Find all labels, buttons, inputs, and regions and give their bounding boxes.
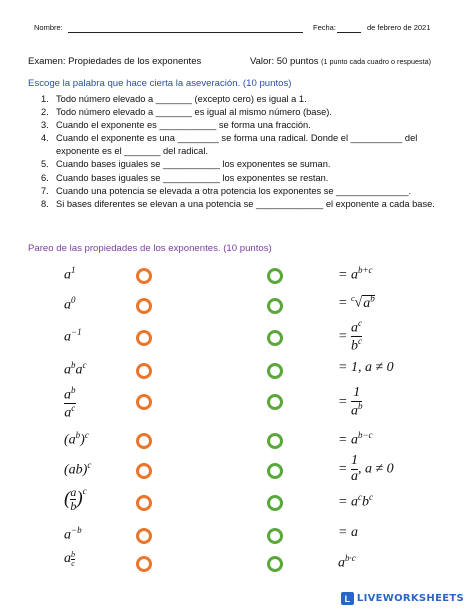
green-connector[interactable] bbox=[267, 298, 283, 314]
exam-title: Examen: Propiedades de los exponentes bbox=[28, 56, 202, 67]
green-connector[interactable] bbox=[267, 495, 283, 511]
expr-one-over-ab: = $\frac{1}{a^b}$ bbox=[338, 385, 363, 419]
expr-a-b-minus-c: = $a^{b-c}$ bbox=[338, 430, 373, 448]
expr-frac-ac-bc: = $\frac{a^c}{b^c}$ bbox=[338, 318, 362, 354]
expr-a-power-b-over-c: a $\frac{b}{c}$ bbox=[64, 550, 75, 569]
nombre-field[interactable] bbox=[68, 32, 303, 33]
question-text: Cuando el exponente es una ________ se forma una radical. Donde el __________ del exponente es el _______ del radical. bbox=[56, 133, 418, 157]
expr-a-power-bc: $a^{b\cdot c}$ bbox=[338, 553, 356, 571]
question-item bbox=[28, 106, 448, 119]
section1-title: Escoge la palabra que hace cierta la aseveración. (10 puntos) bbox=[28, 78, 292, 89]
question-text: Cuando bases iguales se ___________ los exponentes se suman. bbox=[56, 159, 331, 170]
question-item bbox=[28, 132, 448, 158]
liveworksheets-logo-icon: L bbox=[341, 592, 354, 605]
question-number: 8. bbox=[41, 198, 49, 209]
question-text: Todo número elevado a _______ (excepto cero) es igual a 1. bbox=[56, 94, 307, 104]
orange-connector[interactable] bbox=[136, 495, 152, 511]
expr-a-power-1: $a^1$ bbox=[64, 265, 76, 283]
expr-product-ab-power-c: (ab)$^c$ bbox=[64, 460, 92, 478]
question-text: Cuando el exponente es ___________ se forma una fracción. bbox=[56, 120, 311, 131]
footer-brand bbox=[341, 592, 464, 605]
nombre-label: Nombre: bbox=[34, 23, 63, 32]
orange-connector[interactable] bbox=[136, 363, 152, 379]
question-text: Si bases diferentes se elevan a una potencia se _____________ el exponente a cada base. bbox=[56, 198, 435, 209]
fecha-field[interactable] bbox=[337, 32, 361, 33]
section2-title: Pareo de las propiedades de los exponentes. (10 puntos) bbox=[28, 243, 272, 254]
expr-one-over-a: = $\frac{1}{a}$ , a ≠ 0 bbox=[338, 453, 394, 484]
exam-valor bbox=[250, 56, 431, 67]
expr-quotient-power-c: ( $\frac{a}{b}$ )$^c$ bbox=[64, 485, 87, 513]
green-connector[interactable] bbox=[267, 528, 283, 544]
question-item bbox=[28, 158, 448, 171]
expr-one-a-not-zero: = 1, a ≠ 0 bbox=[338, 360, 394, 375]
expr-frac-ab-ac: $\frac{a^b}{a^c}$ bbox=[64, 385, 76, 421]
questions-list bbox=[28, 93, 448, 211]
orange-connector[interactable] bbox=[136, 463, 152, 479]
question-text: Cuando bases iguales se ___________ los exponentes se restan. bbox=[56, 172, 329, 183]
green-connector[interactable] bbox=[267, 394, 283, 410]
brand-name: LIVEWORKSHEETS bbox=[356, 593, 464, 604]
question-item bbox=[28, 185, 448, 198]
question-item bbox=[28, 172, 448, 185]
green-connector[interactable] bbox=[267, 556, 283, 572]
orange-connector[interactable] bbox=[136, 433, 152, 449]
expr-ab-power-c: $(a^b)^c$ bbox=[64, 430, 89, 448]
question-item bbox=[28, 93, 448, 106]
green-connector[interactable] bbox=[267, 268, 283, 284]
question-number: 5. bbox=[41, 159, 49, 170]
question-item bbox=[28, 198, 448, 211]
question-text: Cuando una potencia se elevada a otra potencia los exponentes se ______________. bbox=[56, 185, 412, 196]
orange-connector[interactable] bbox=[136, 298, 152, 314]
question-number: 2. bbox=[41, 107, 49, 118]
valor-note: (1 punto cada cuadro o respuesta) bbox=[321, 57, 432, 66]
green-connector[interactable] bbox=[267, 433, 283, 449]
green-connector[interactable] bbox=[267, 330, 283, 346]
expr-a-power-neg-b: $a^{-b}$ bbox=[64, 525, 82, 543]
question-number: 3. bbox=[41, 120, 49, 131]
fecha-suffix: de febrero de 2021 bbox=[367, 23, 431, 32]
question-number: 6. bbox=[41, 172, 49, 183]
expr-a-b-plus-c: = $a^{b+c}$ bbox=[338, 265, 373, 283]
fecha-label: Fecha: bbox=[313, 23, 336, 32]
expr-ac-bc: = $a^cb^c$ bbox=[338, 492, 373, 510]
valor-text: Valor: 50 puntos bbox=[250, 56, 319, 67]
expr-radical: = $^c√a^b$ bbox=[338, 293, 375, 311]
question-number: 4. bbox=[41, 133, 49, 144]
question-number: 1. bbox=[41, 94, 49, 104]
orange-connector[interactable] bbox=[136, 330, 152, 346]
question-item bbox=[28, 119, 448, 132]
expr-equals-a: = a bbox=[338, 525, 358, 540]
orange-connector[interactable] bbox=[136, 528, 152, 544]
expr-ab-ac: $a^ba^c$ bbox=[64, 360, 87, 378]
orange-connector[interactable] bbox=[136, 268, 152, 284]
orange-connector[interactable] bbox=[136, 556, 152, 572]
expr-a-power-0: $a^0$ bbox=[64, 295, 76, 313]
question-text: Todo número elevado a _______ es igual al mismo número (base). bbox=[56, 107, 332, 118]
question-number: 7. bbox=[41, 185, 49, 196]
green-connector[interactable] bbox=[267, 463, 283, 479]
orange-connector[interactable] bbox=[136, 394, 152, 410]
expr-a-power-neg1: $a^{-1}$ bbox=[64, 327, 82, 345]
green-connector[interactable] bbox=[267, 363, 283, 379]
